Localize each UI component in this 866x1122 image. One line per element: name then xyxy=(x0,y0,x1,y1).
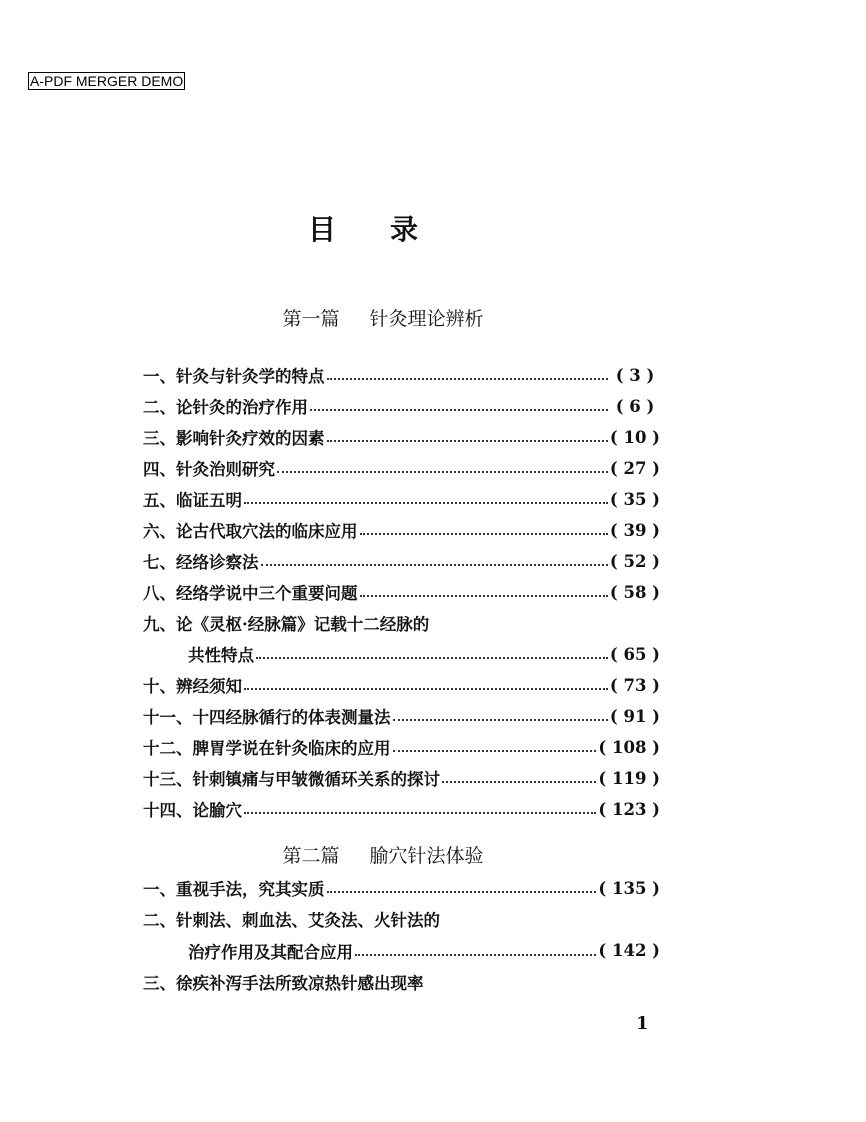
toc-entry xyxy=(143,970,660,994)
toc-entry xyxy=(143,611,660,635)
toc-entry-page: ( 142 ) xyxy=(598,941,660,960)
toc-entry-label: 六、论古代取穴法的临床应用 xyxy=(143,522,358,541)
toc-entry xyxy=(143,876,660,900)
toc-entry-page: ( 3 ) xyxy=(610,366,660,385)
dot-leader xyxy=(360,533,608,535)
toc-entry xyxy=(188,939,660,963)
toc-entry-page: ( 6 ) xyxy=(610,397,660,416)
toc-entry xyxy=(143,580,660,604)
dot-leader xyxy=(442,781,596,783)
section-heading-2 xyxy=(0,841,766,868)
dot-leader xyxy=(355,954,596,956)
dot-leader xyxy=(327,891,597,893)
toc-entry-page: ( 73 ) xyxy=(610,676,660,695)
toc-entry-page: ( 39 ) xyxy=(610,521,660,540)
toc-entry-page: ( 108 ) xyxy=(598,738,660,757)
toc-entry-page: ( 10 ) xyxy=(610,428,660,447)
toc-entry xyxy=(143,456,660,480)
toc-entry xyxy=(143,673,660,697)
toc-entry xyxy=(143,518,660,542)
dot-leader xyxy=(327,378,609,380)
section-heading-1 xyxy=(0,304,766,331)
toc-entry xyxy=(143,487,660,511)
toc-entry-label: 七、经络诊察法 xyxy=(143,553,259,572)
toc-entry-label: 二、针刺法、刺血法、艾灸法、火针法的 xyxy=(143,911,440,931)
toc-entry xyxy=(188,642,660,666)
toc-entry-label: 治疗作用及其配合应用 xyxy=(188,942,353,962)
toc-entry-label: 四、针灸治则研究 xyxy=(143,460,275,479)
dot-leader xyxy=(277,471,608,473)
toc-entry-page: ( 27 ) xyxy=(610,459,660,478)
dot-leader xyxy=(261,564,608,566)
toc-entry-page: ( 135 ) xyxy=(598,879,660,898)
toc-entry-label: 九、论《灵枢·经脉篇》记载十二经脉的 xyxy=(143,615,430,634)
watermark-label: A-PDF MERGER DEMO xyxy=(30,73,184,89)
toc-entry xyxy=(143,766,660,790)
toc-entry-page: ( 119 ) xyxy=(598,769,660,788)
toc-entry-label: 十一、十四经脉循行的体表测量法 xyxy=(143,708,391,727)
toc-entry xyxy=(143,363,660,387)
toc-entry xyxy=(143,907,660,931)
toc-entry-page: ( 58 ) xyxy=(610,583,660,602)
section-number: 第一篇 xyxy=(282,308,340,330)
dot-leader xyxy=(256,657,608,659)
toc-entry-page: ( 52 ) xyxy=(610,552,660,571)
dot-leader xyxy=(360,595,608,597)
toc-entry-label: 共性特点 xyxy=(188,646,254,665)
toc-entry-page: ( 65 ) xyxy=(610,645,660,664)
toc-entry-page: ( 123 ) xyxy=(598,800,660,819)
dot-leader xyxy=(244,812,596,814)
toc-entry xyxy=(143,735,660,759)
dot-leader xyxy=(244,688,608,690)
toc-entry-label: 五、临证五明 xyxy=(143,491,242,510)
toc-entry-page: ( 35 ) xyxy=(610,490,660,509)
toc-entry-label: 三、徐疾补泻手法所致凉热针感出现率 xyxy=(143,973,424,993)
toc-entry-label: 十二、脾胃学说在针灸临床的应用 xyxy=(143,739,391,758)
toc-entry-label: 十四、论腧穴 xyxy=(143,801,242,820)
toc-entry-label: 八、经络学说中三个重要问题 xyxy=(143,584,358,603)
toc-entry xyxy=(143,797,660,821)
toc-entry xyxy=(143,425,660,449)
section-number: 第二篇 xyxy=(282,845,340,867)
dot-leader xyxy=(393,750,597,752)
toc-entry xyxy=(143,549,660,573)
dot-leader xyxy=(310,409,608,411)
toc-entry-page: ( 91 ) xyxy=(610,707,660,726)
toc-entry-label: 一、重视手法，究其实质 xyxy=(143,880,325,899)
toc-entry xyxy=(143,704,660,728)
section-title: 针灸理论辨析 xyxy=(369,308,484,330)
dot-leader xyxy=(393,719,608,721)
toc-entry-label: 十三、针刺镇痛与甲皱微循环关系的探讨 xyxy=(143,770,440,789)
section-title: 腧穴针法体验 xyxy=(369,845,484,867)
toc-entry-label: 三、影响针灸疗效的因素 xyxy=(143,429,325,448)
page-number: 1 xyxy=(636,1013,649,1034)
dot-leader xyxy=(244,502,608,504)
toc-entry xyxy=(143,394,660,418)
toc-entry-label: 二、论针灸的治疗作用 xyxy=(143,398,308,417)
dot-leader xyxy=(327,440,608,442)
toc-entry-label: 十、辨经须知 xyxy=(143,677,242,696)
page-title: 目录 xyxy=(307,213,472,246)
toc-entry-label: 一、针灸与针灸学的特点 xyxy=(143,367,325,386)
